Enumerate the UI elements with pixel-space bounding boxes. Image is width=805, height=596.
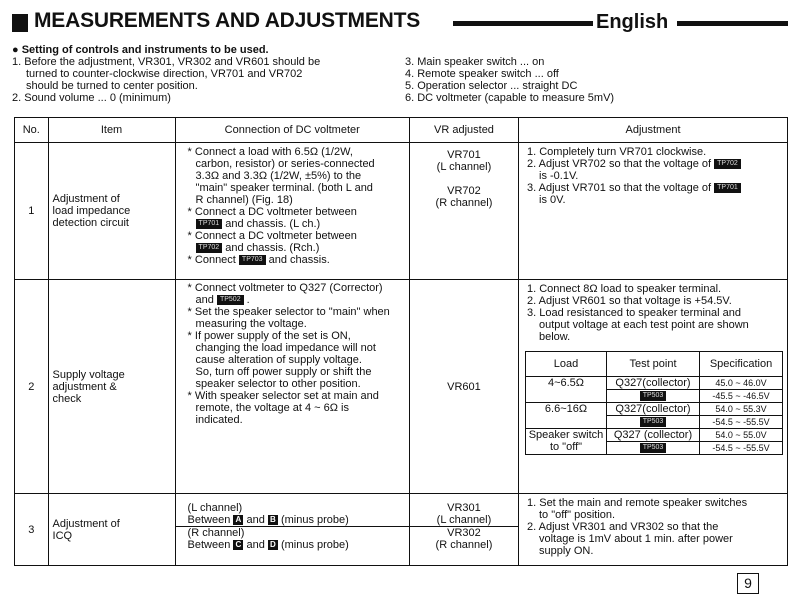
test-point-label: TP701 [714,183,741,193]
adj-line: 3. Adjust VR701 so that the voltage of TP701 [527,182,783,194]
row-connection [175,494,409,566]
row-connection [175,143,409,280]
item-line: load impedance [52,205,131,217]
spec-value: -54.5 ~ -55.5V [700,416,783,429]
conn-line: cause alteration of supply voltage. [195,354,362,366]
conn-line: indicated. [195,414,243,426]
col-vr: VR adjusted [409,118,518,143]
col-adjustment: Adjustment [519,118,788,143]
row-number: 3 [15,494,49,566]
table-row [15,143,788,280]
row-vr [409,494,518,566]
conn-line: * With speaker selector set at main and [187,390,379,402]
item-line: adjustment & [52,380,117,393]
terminal-b: B [268,515,278,525]
conn-line: R channel) (Fig. 18) [195,194,293,206]
adj-line: below. [539,331,571,343]
adj-line: output voltage at each test point are shown [539,319,749,331]
conn-line: changing the load impedance will not [195,342,376,354]
col-no: No. [15,118,49,143]
setting-heading: ● Setting of controls and instruments to be used. [12,44,269,56]
conn-lch [176,494,409,527]
adj-line: is -0.1V. [539,170,579,182]
conn-line: (R channel) [187,527,245,539]
intro-item: 4. Remote speaker switch ... off [405,68,559,80]
row-item [48,494,175,566]
conn-line: TP702 and chassis. (Rch.) [188,242,405,254]
adj-line: is 0V. [539,194,566,206]
item-line: ICQ [52,529,73,542]
spec-load: 4~6.5Ω [526,377,607,403]
conn-line: So, turn off power supply or shift the [195,366,372,378]
vr-line: VR702 [447,185,481,197]
test-point-label: TP701 [196,219,223,229]
test-point-label: TP703 [239,255,266,265]
spec-testpoint: Q327(collector) [607,403,700,416]
adj-line: 3. Load resistanced to speaker terminal and [527,307,742,319]
title-block-marker [12,14,28,32]
item-line: Adjustment of [52,193,120,205]
conn-line: * If power supply of the set is ON, [187,330,351,342]
intro-item: 5. Operation selector ... straight DC [405,80,578,92]
conn-line: * Connect a load with 6.5Ω (1/2W, [187,146,353,158]
row-connection [175,280,409,494]
col-connection: Connection of DC voltmeter [175,118,409,143]
adj-line: 1. Connect 8Ω load to speaker terminal. [527,283,722,295]
conn-line: Between C and D (minus probe) [187,539,349,551]
conn-line: Between A and B (minus probe) [187,514,349,526]
title-rule-right [677,21,788,26]
conn-line: * Connect a DC voltmeter between [187,230,357,242]
terminal-c: C [233,540,243,550]
item-line: Adjustment of [52,517,120,530]
adj-line: supply ON. [539,545,594,557]
adjustment-table [14,117,788,566]
vr-line: (R channel) [435,539,493,551]
conn-line: * Connect voltmeter to Q327 (Corrector) [187,282,383,294]
intro-item: 3. Main speaker switch ... on [405,56,545,68]
spec-value: 54.0 ~ 55.3V [700,403,783,416]
conn-line: * Connect TP703 and chassis. [187,254,330,266]
spec-row [526,403,783,416]
intro-item: turned to counter-clockwise direction, VR701 and VR702 [26,68,303,80]
spec-header: Load [526,352,607,377]
row-vr [409,280,518,494]
vr-line: VR601 [447,380,481,393]
spec-header: Test point [607,352,700,377]
conn-line: measuring the voltage. [195,318,307,330]
spec-table [525,351,783,455]
test-point-label: TP503 [640,443,667,453]
conn-rch [176,527,409,551]
spec-row [526,377,783,390]
title-rule-left [453,21,593,26]
table-header-row [15,118,788,143]
adj-line: to "off" position. [539,509,616,521]
spec-load: 6.6~16Ω [526,403,607,429]
col-item: Item [48,118,175,143]
row-item [48,280,175,494]
item-line: check [52,392,82,405]
spec-testpoint [607,390,700,403]
conn-line: 3.3Ω and 3.3Ω (1/2W, ±5%) to the [195,170,362,182]
test-point-label: TP503 [640,417,667,427]
conn-line: and TP502 . [195,294,250,306]
spec-value: -54.5 ~ -55.5V [700,442,783,455]
intro-right [405,56,614,104]
adj-line: 2. Adjust VR301 and VR302 so that the [527,521,719,533]
spec-header: Specification [700,352,783,377]
row-number: 2 [15,280,49,494]
test-point-label: TP503 [640,391,667,401]
conn-line: carbon, resistor) or series-connected [195,158,375,170]
adj-line: 2. Adjust VR601 so that voltage is +54.5V. [527,295,732,307]
spec-load: Speaker switch to "off" [526,429,607,455]
intro-left [12,44,320,104]
table-row [15,494,788,566]
item-line: Supply voltage [52,368,125,381]
spec-testpoint [607,442,700,455]
conn-line: "main" speaker terminal. (both L and [195,182,373,194]
table-row [15,280,788,494]
test-point-label: TP702 [196,243,223,253]
adj-line: 1. Set the main and remote speaker switches [527,497,748,509]
spec-value: 54.0 ~ 55.0V [700,429,783,442]
spec-value: -45.5 ~ -46.5V [700,390,783,403]
row-adjustment [519,280,788,494]
vr-line: VR701 [447,149,481,161]
spec-testpoint: Q327(collector) [607,377,700,390]
page-title: MEASUREMENTS AND ADJUSTMENTS [34,9,421,32]
adj-line: 2. Adjust VR702 so that the voltage of TP702 [527,158,783,170]
adj-line: voltage is 1mV about 1 min. after power [539,533,733,545]
test-point-label: TP702 [714,159,741,169]
row-number: 1 [15,143,49,280]
vr-line: (L channel) [436,161,492,173]
conn-line: * Connect a DC voltmeter between [187,206,357,218]
terminal-a: A [233,515,243,525]
conn-line: (L channel) [187,502,243,514]
language-label: English [596,11,669,33]
row-adjustment [519,494,788,566]
conn-line: * Set the speaker selector to "main" when [187,306,390,318]
intro-item: 6. DC voltmeter (capable to measure 5mV) [405,92,615,104]
page-number: 9 [737,573,759,594]
conn-line: remote, the voltage at 4 ~ 6Ω is [195,402,349,414]
row-adjustment [519,143,788,280]
intro-item: should be turned to center position. [26,80,198,92]
vr-line: (L channel) [410,514,518,527]
vr-line: VR302 [447,527,481,539]
row-item [48,143,175,280]
test-point-label: TP502 [217,295,244,305]
conn-line: TP701 and chassis. (L ch.) [188,218,405,230]
spec-testpoint: Q327 (collector) [607,429,700,442]
item-line: detection circuit [52,217,129,229]
terminal-d: D [268,540,278,550]
vr-line: (R channel) [435,197,493,209]
intro-item: 1. Before the adjustment, VR301, VR302 and VR601 should be [12,56,321,68]
spec-row [526,429,783,442]
spec-testpoint [607,416,700,429]
vr-line: VR301 [447,502,481,514]
conn-line: speaker selector to other position. [195,378,361,390]
adj-line: 1. Completely turn VR701 clockwise. [527,146,707,158]
row-vr [409,143,518,280]
intro-item: 2. Sound volume ... 0 (minimum) [12,92,171,104]
spec-value: 45.0 ~ 46.0V [700,377,783,390]
